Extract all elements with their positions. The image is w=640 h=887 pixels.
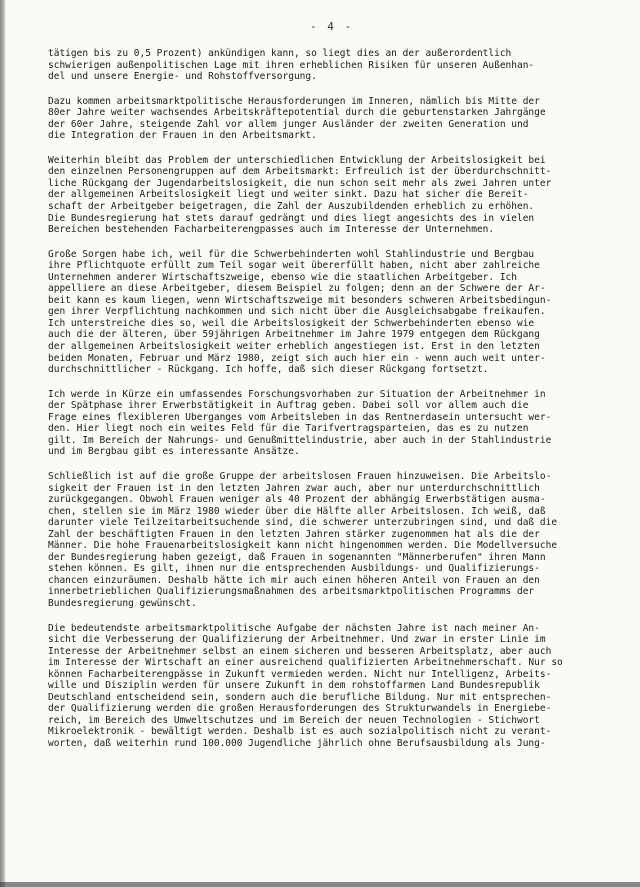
text-line: Interesse der Arbeitnehmer selbst an einem sicheren und besseren Arbeitsplatz, aber auch — [48, 645, 552, 657]
page-number: - 4 - — [310, 20, 354, 33]
text-line: der allgemeinen Arbeitslosigkeit weiter erheblich angestiegen ist. Erst in den letzten — [48, 341, 540, 353]
paragraph — [48, 48, 614, 83]
text-line: worten, daß weiterhin rund 100.000 Jugendliche jährlich ohne Berufsausbildung als Jung- — [48, 737, 546, 749]
text-line: Deutschland entscheidend sein, sondern auch die berufliche Bildung. Nur mit entsprechen- — [48, 691, 552, 703]
text-line: beiden Monaten, Februar und März 1980, zeigt sich auch hier ein - wenn auch weit unter- — [48, 352, 546, 364]
text-line: ihre Pflichtquote erfüllt zum Teil sogar weit übererfüllt haben, nicht aber zahlreiche — [48, 260, 540, 272]
text-line: Ich werde in Kürze ein umfassendes Forschungsvorhaben zur Situation der Arbeitnehmer in — [48, 388, 546, 400]
text-line: auch die der älteren, über 59jährigen Arbeitnehmer im Jahre 1979 entgegen dem Rückgang — [48, 329, 540, 341]
text-line: Die Bundesregierung hat stets darauf gedrängt und dies liegt angesichts des in vielen — [48, 212, 535, 224]
text-line: Bundesregierung gewünscht. — [48, 597, 197, 609]
text-line: den. Hier liegt noch ein weites Feld für die Tarifvertragsparteien, das es zu nutzen — [48, 423, 529, 435]
text-line: der Bundesregierung haben gezeigt, daß Frauen in sogenannten "Männerberufen" ihren Mann — [48, 551, 546, 563]
text-line: tätigen bis zu 0,5 Prozent) ankündigen kann, so liegt dies an der außerordentlich — [48, 48, 512, 59]
text-line: durchschnittlicher - Rückgang. Ich hoffe, daß sich dieser Rückgang fortsetzt. — [48, 364, 489, 376]
text-line: gen ihrer Verpflichtung nachkommen und sich nicht über die Ausgleichsabgabe freikaufen. — [48, 306, 546, 318]
text-line: darunter viele Teilzeitarbeitsuchende sind, die schwerer unterzubringen sind, und daß die — [48, 517, 558, 529]
paragraph — [48, 471, 614, 610]
text-line: chancen einzuräumen. Deshalb hätte ich mir auch einen höheren Anteil von Frauen an den — [48, 574, 540, 586]
text-line: der 60er Jahre, steigende Zahl vor allem junger Ausländer der zweiten Generation und — [48, 118, 529, 130]
paragraph — [48, 249, 614, 376]
text-line: chen, stellen sie im März 1980 wieder über die Hälfte aller Arbeitslosen. Ich weiß, daß — [48, 505, 546, 517]
text-line: der Spätphase ihrer Erwerbstätigkeit in Auftrag geben. Dabei soll vor allem auch die — [48, 400, 529, 412]
text-line: Männer. Die hohe Frauenarbeitslosigkeit kann nicht hingenommen werden. Die Modellversuche — [48, 540, 558, 552]
text-line: schwierigen außenpolitischen Lage mit ihren erheblichen Risiken für unseren Außenhan- — [48, 59, 535, 71]
text-line: sigkeit der Frauen ist in den letzten Jahren zwar auch, aber nur unterdurchschnittlich — [48, 482, 540, 494]
text-line: Frage eines flexibleren Überganges vom Arbeitsleben in das Rentnerdasein untersucht wer- — [48, 411, 552, 423]
paragraph — [48, 155, 614, 236]
text-line: Große Sorgen habe ich, weil für die Schwerbehinderten wohl Stahlindustrie und Bergbau — [48, 248, 535, 260]
text-line: schaft der Arbeitgeber beigetragen, die Zahl der Auszubildenden erheblich zu erhöhen. — [48, 201, 535, 213]
text-line: und im Bergbau gibt es interessante Ansätze. — [48, 446, 300, 458]
text-line: Dazu kommen arbeitsmarktpolitische Herausforderungen im Inneren, nämlich bis Mitte der — [48, 95, 540, 107]
text-line: im Interesse der Wirtschaft an einer ausreichend qualifizierten Arbeitnehmerschaft. Nur so — [48, 657, 563, 669]
text-line: innerbetrieblichen Qualifizierungsmaßnahmen des arbeitsmarktpolitischen Programms der — [48, 586, 535, 598]
text-line: Zahl der beschäftigten Frauen in den letzten Jahren stärker zugenommen hat als die der — [48, 528, 540, 540]
text-line: beit kann es kaum liegen, wenn Wirtschaftszweige mit besonders schweren Arbeitsbedingun- — [48, 294, 552, 306]
scan-edge-left — [0, 0, 6, 887]
text-line: Schließlich ist auf die große Gruppe der arbeitslosen Frauen hinzuweisen. Die Arbeitslo- — [48, 470, 552, 482]
paragraph — [48, 389, 614, 458]
paragraph — [48, 96, 614, 142]
text-line: Mikroelektronik - bewältigt werden. Deshalb ist es auch sozialpolitisch nicht zu verant- — [48, 726, 552, 738]
text-line: del und unsere Energie- und Rohstoffversorgung. — [48, 71, 317, 83]
text-line: Unternehmen anderer Wirtschaftszweige, ebenso wie die staatlichen Arbeitgeber. Ich — [48, 271, 517, 283]
scan-edge-bottom — [0, 882, 640, 887]
text-line: appelliere an diese Arbeitgeber, diesem Beispiel zu folgen; denn an der Schwere der Ar- — [48, 283, 546, 295]
paragraph — [48, 623, 614, 750]
text-line: können Facharbeiterengpässe in Zukunft vermieden werden. Nicht nur Intelligenz, Arbeits- — [48, 668, 552, 680]
text-line: gilt. Im Bereich der Nahrungs- und Genußmittelindustrie, aber auch in der Stahlindustrie — [48, 434, 552, 446]
text-line: den einzelnen Personengruppen auf dem Arbeitsmarkt: Erfreulich ist der überdurchschnitt- — [48, 166, 552, 178]
text-line: Die bedeutendste arbeitsmarktpolitische Aufgabe der nächsten Jahre ist nach meiner An- — [48, 622, 540, 634]
text-line: Weiterhin bleibt das Problem der unterschiedlichen Entwicklung der Arbeitslosigkeit bei — [48, 154, 546, 166]
text-line: die Integration der Frauen in den Arbeitsmarkt. — [48, 130, 317, 142]
text-line: wille und Disziplin werden für unsere Zukunft in dem rohstoffarmen Land Bundesrepublik — [48, 680, 540, 692]
text-line: zurückgegangen. Obwohl Frauen weniger als 40 Prozent der abhängig Erwerbstätigen ausma- — [48, 494, 546, 506]
text-line: liche Rückgang der Jugendarbeitslosigkeit, die nun schon seit mehr als zwei Jahren unter — [48, 177, 552, 189]
text-line: Ich unterstreiche dies so, weil die Arbeitslosigkeit der Schwerbehinderten ebenso wie — [48, 317, 535, 329]
text-line: der allgemeinen Arbeitslosigkeit liegt und weiter sinkt. Dazu hat sicher die Bereit- — [48, 189, 529, 201]
text-line: reich, im Bereich des Umweltschutzes und im Bereich der neuen Technologien - Stichwort — [48, 714, 540, 726]
text-line: der Qualifizierung werden die großen Herausforderungen des Strukturwandels in Energiebe- — [48, 703, 552, 715]
text-line: 80er Jahre weiter wachsendes Arbeitskräftepotential durch die geburtenstarken Jahrgänge — [48, 107, 546, 119]
document-body — [48, 48, 614, 763]
text-line: Bereichen bestehenden Facharbeiterengpasses auch im Interesse der Unternehmen. — [48, 224, 495, 236]
text-line: stehen können. Es gilt, ihnen nur die entsprechenden Ausbildungs- und Qualifizierungs- — [48, 563, 540, 575]
text-line: sicht die Verbesserung der Qualifizierung der Arbeitnehmer. Und zwar in erster Linie im — [48, 634, 546, 646]
